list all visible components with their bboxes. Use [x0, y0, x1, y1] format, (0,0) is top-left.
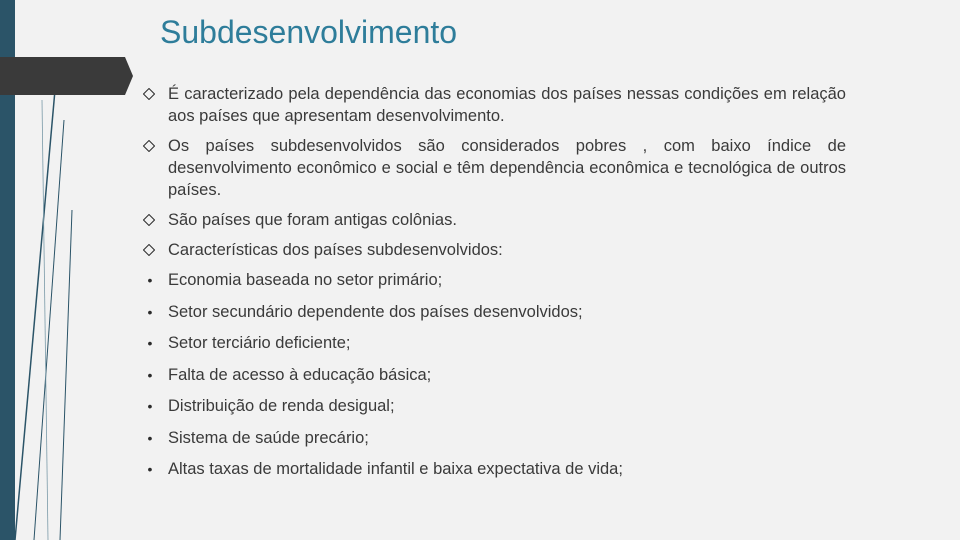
- paragraph-text: É caracterizado pela dependência das economias dos países nessas condições em relação aos países que apresentam desenvolvimento.: [168, 85, 846, 125]
- paragraph-item: [140, 209, 846, 231]
- list-item-text: Economia baseada no setor primário;: [168, 271, 443, 289]
- slide-content: [140, 83, 846, 490]
- bullet-marker: •: [147, 303, 153, 320]
- paragraph-text: Características dos países subdesenvolvidos:: [168, 241, 503, 259]
- list-item-text: Altas taxas de mortalidade infantil e baixa expectativa de vida;: [168, 460, 623, 478]
- paragraph-item: [140, 135, 846, 201]
- list-item: [140, 332, 846, 354]
- list-item: [140, 301, 846, 323]
- list-item-text: Setor secundário dependente dos países desenvolvidos;: [168, 302, 583, 321]
- paragraph-item: [140, 83, 846, 127]
- list-item: [140, 458, 846, 480]
- list-item-text: Falta de acesso à educação básica;: [168, 365, 432, 384]
- list-item: [140, 364, 846, 386]
- list-item-text: Sistema de saúde precário;: [168, 428, 369, 447]
- bullet-marker: •: [147, 461, 153, 477]
- title-tab-shape: [0, 57, 125, 95]
- bullet-marker: •: [147, 272, 153, 288]
- list-item: [140, 395, 846, 417]
- list-item: [140, 427, 846, 449]
- paragraph-text: Os países subdesenvolvidos são considerados pobres , com baixo índice de desenvolvimento econômico e social e têm dependência econômica e tecnológica de outros países.: [168, 137, 846, 199]
- paragraph-item: [140, 239, 846, 261]
- bullet-marker: •: [147, 366, 153, 383]
- list-item-text: Distribuição de renda desigual;: [168, 397, 395, 415]
- bullet-marker: •: [147, 398, 153, 414]
- list-item: [140, 269, 846, 291]
- list-item-text: Setor terciário deficiente;: [168, 334, 351, 352]
- slide-title: Subdesenvolvimento: [160, 14, 458, 50]
- bullet-marker: •: [147, 335, 153, 351]
- paragraph-text: São países que foram antigas colônias.: [168, 211, 457, 229]
- bullet-marker: •: [147, 429, 153, 446]
